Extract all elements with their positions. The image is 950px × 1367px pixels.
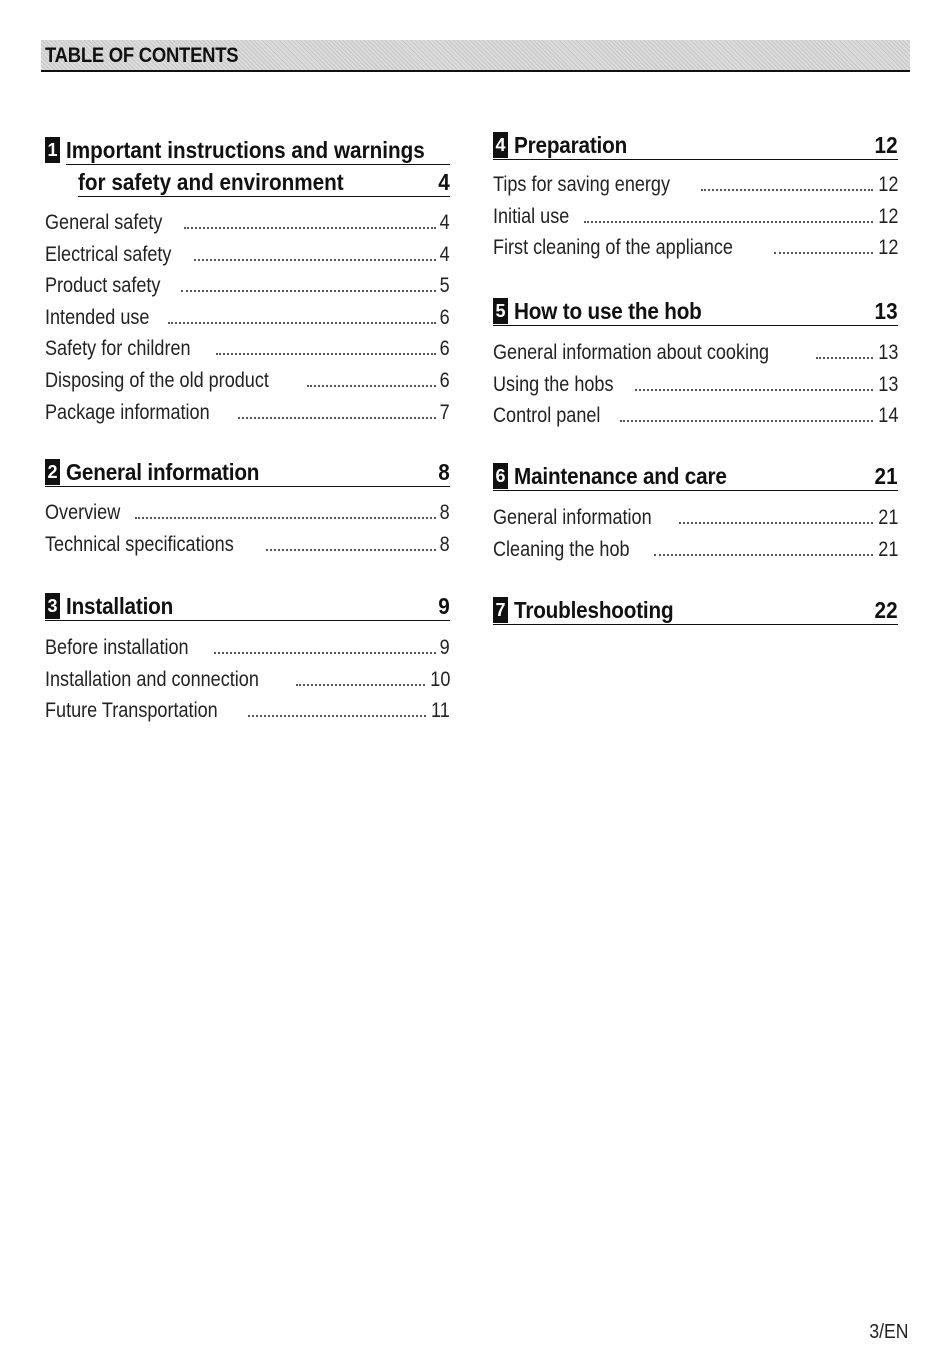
entry-text: Disposing of the old product — [45, 368, 269, 392]
toc-entry[interactable] — [493, 373, 898, 405]
toc-entry[interactable] — [493, 205, 898, 237]
entry-page: 6 — [439, 368, 450, 392]
section-number-badge: 6 — [493, 463, 508, 489]
section-title: Preparation — [514, 132, 628, 158]
toc-entry[interactable] — [493, 173, 898, 205]
toc-section-2 — [45, 458, 450, 564]
dot-leader — [307, 385, 436, 387]
section-heading[interactable] — [45, 458, 450, 487]
section-number-badge: 1 — [45, 137, 60, 163]
dot-leader — [584, 221, 873, 223]
entry-text: Tips for saving energy — [493, 173, 671, 196]
section-title-line1: Important instructions and warnings — [66, 137, 425, 163]
toc-entry[interactable] — [493, 506, 898, 538]
toc-header-banner — [41, 40, 910, 72]
section-heading[interactable] — [45, 136, 450, 196]
toc-entry[interactable] — [493, 236, 898, 268]
toc-section-5 — [493, 297, 898, 436]
dot-leader — [214, 652, 436, 654]
entry-text: Cleaning the hob — [493, 537, 630, 561]
section-heading[interactable] — [45, 592, 450, 621]
dot-leader — [266, 549, 436, 551]
dot-leader — [654, 554, 873, 556]
toc-entry[interactable] — [493, 404, 898, 436]
toc-section-4 — [493, 131, 898, 268]
toc-entry[interactable] — [45, 636, 450, 668]
section-page: 9 — [438, 593, 450, 619]
entry-text: General information — [493, 506, 652, 529]
section-heading[interactable] — [493, 131, 898, 160]
entry-text: Product safety — [45, 274, 161, 298]
entry-page: 8 — [439, 501, 450, 524]
entry-page: 10 — [429, 667, 450, 691]
toc-entry[interactable] — [45, 699, 450, 731]
dot-leader — [296, 684, 425, 686]
entry-text: Future Transportation — [45, 699, 218, 723]
entry-page: 12 — [877, 173, 898, 196]
dot-leader — [774, 252, 873, 254]
dot-leader — [816, 357, 873, 359]
toc-section-1 — [45, 136, 450, 432]
entry-text: Using the hobs — [493, 372, 614, 396]
section-title: How to use the hob — [514, 298, 702, 324]
section-title: Installation — [66, 593, 174, 619]
entry-text: Technical specifications — [45, 532, 234, 556]
entry-page: 12 — [877, 236, 898, 260]
dot-leader — [635, 389, 873, 391]
section-page: 21 — [874, 463, 898, 489]
entry-text: First cleaning of the appliance — [493, 236, 733, 260]
toc-entry[interactable] — [45, 668, 450, 700]
toc-entry[interactable] — [45, 274, 450, 306]
dot-leader — [238, 417, 436, 419]
entry-page: 13 — [877, 341, 898, 364]
entry-page: 9 — [439, 636, 450, 659]
toc-entry[interactable] — [45, 501, 450, 533]
toc-entry[interactable] — [45, 306, 450, 338]
entry-page: 4 — [439, 211, 450, 234]
dot-leader — [701, 189, 873, 191]
entry-page: 14 — [877, 404, 898, 428]
dot-leader — [184, 227, 437, 229]
dot-leader — [168, 322, 436, 324]
entry-page: 13 — [877, 372, 898, 396]
dot-leader — [679, 522, 872, 524]
entry-page: 21 — [877, 506, 898, 529]
toc-entry[interactable] — [45, 369, 450, 401]
dot-leader — [248, 715, 426, 717]
dot-leader — [135, 517, 437, 519]
toc-entry[interactable] — [493, 341, 898, 373]
section-page: 13 — [874, 298, 898, 324]
entry-text: Initial use — [493, 204, 570, 228]
dot-leader — [194, 259, 436, 261]
section-heading[interactable] — [493, 297, 898, 326]
entry-page: 21 — [877, 537, 898, 561]
section-number-badge: 4 — [493, 132, 508, 158]
toc-entry[interactable] — [493, 538, 898, 570]
toc-entry[interactable] — [45, 533, 450, 565]
toc-section-3 — [45, 592, 450, 731]
entry-page: 12 — [877, 204, 898, 228]
dot-leader — [620, 420, 873, 422]
section-title: Maintenance and care — [514, 463, 727, 489]
section-page: 22 — [874, 597, 898, 623]
section-number-badge: 3 — [45, 593, 60, 619]
entry-text: General information about cooking — [493, 341, 770, 364]
entry-page: 8 — [439, 532, 450, 556]
entry-page: 7 — [439, 400, 450, 424]
entry-text: Control panel — [493, 404, 601, 428]
toc-entry[interactable] — [45, 211, 450, 243]
entry-text: Overview — [45, 501, 121, 524]
section-heading[interactable] — [493, 596, 898, 625]
toc-entry[interactable] — [45, 243, 450, 275]
dot-leader — [181, 290, 436, 292]
entry-text: Intended use — [45, 305, 150, 329]
entry-page: 4 — [439, 242, 450, 266]
section-title: General information — [66, 459, 260, 485]
toc-section-6 — [493, 462, 898, 569]
section-number-badge: 2 — [45, 459, 60, 485]
entry-text: General safety — [45, 211, 163, 234]
entry-page: 11 — [431, 699, 450, 723]
section-title-line2: for safety and environment — [78, 169, 344, 195]
entry-text: Electrical safety — [45, 242, 172, 266]
section-page: 8 — [438, 459, 450, 485]
dot-leader — [216, 353, 436, 355]
entry-text: Installation and connection — [45, 667, 259, 691]
toc-entry[interactable] — [45, 337, 450, 369]
section-number-badge: 7 — [493, 597, 508, 623]
section-title: Troubleshooting — [514, 597, 674, 623]
entry-text: Safety for children — [45, 337, 191, 361]
page-number: 3/EN — [868, 1321, 908, 1343]
section-heading[interactable] — [493, 462, 898, 491]
section-page: 12 — [874, 132, 898, 158]
entry-page: 5 — [439, 274, 450, 298]
entry-page: 6 — [439, 337, 450, 361]
toc-section-7 — [493, 596, 898, 625]
section-page: 4 — [438, 169, 450, 195]
section-number-badge: 5 — [493, 298, 508, 324]
toc-title: TABLE OF CONTENTS — [45, 44, 239, 67]
toc-entry[interactable] — [45, 401, 450, 433]
entry-text: Before installation — [45, 636, 189, 659]
entry-text: Package information — [45, 400, 210, 424]
entry-page: 6 — [439, 305, 450, 329]
